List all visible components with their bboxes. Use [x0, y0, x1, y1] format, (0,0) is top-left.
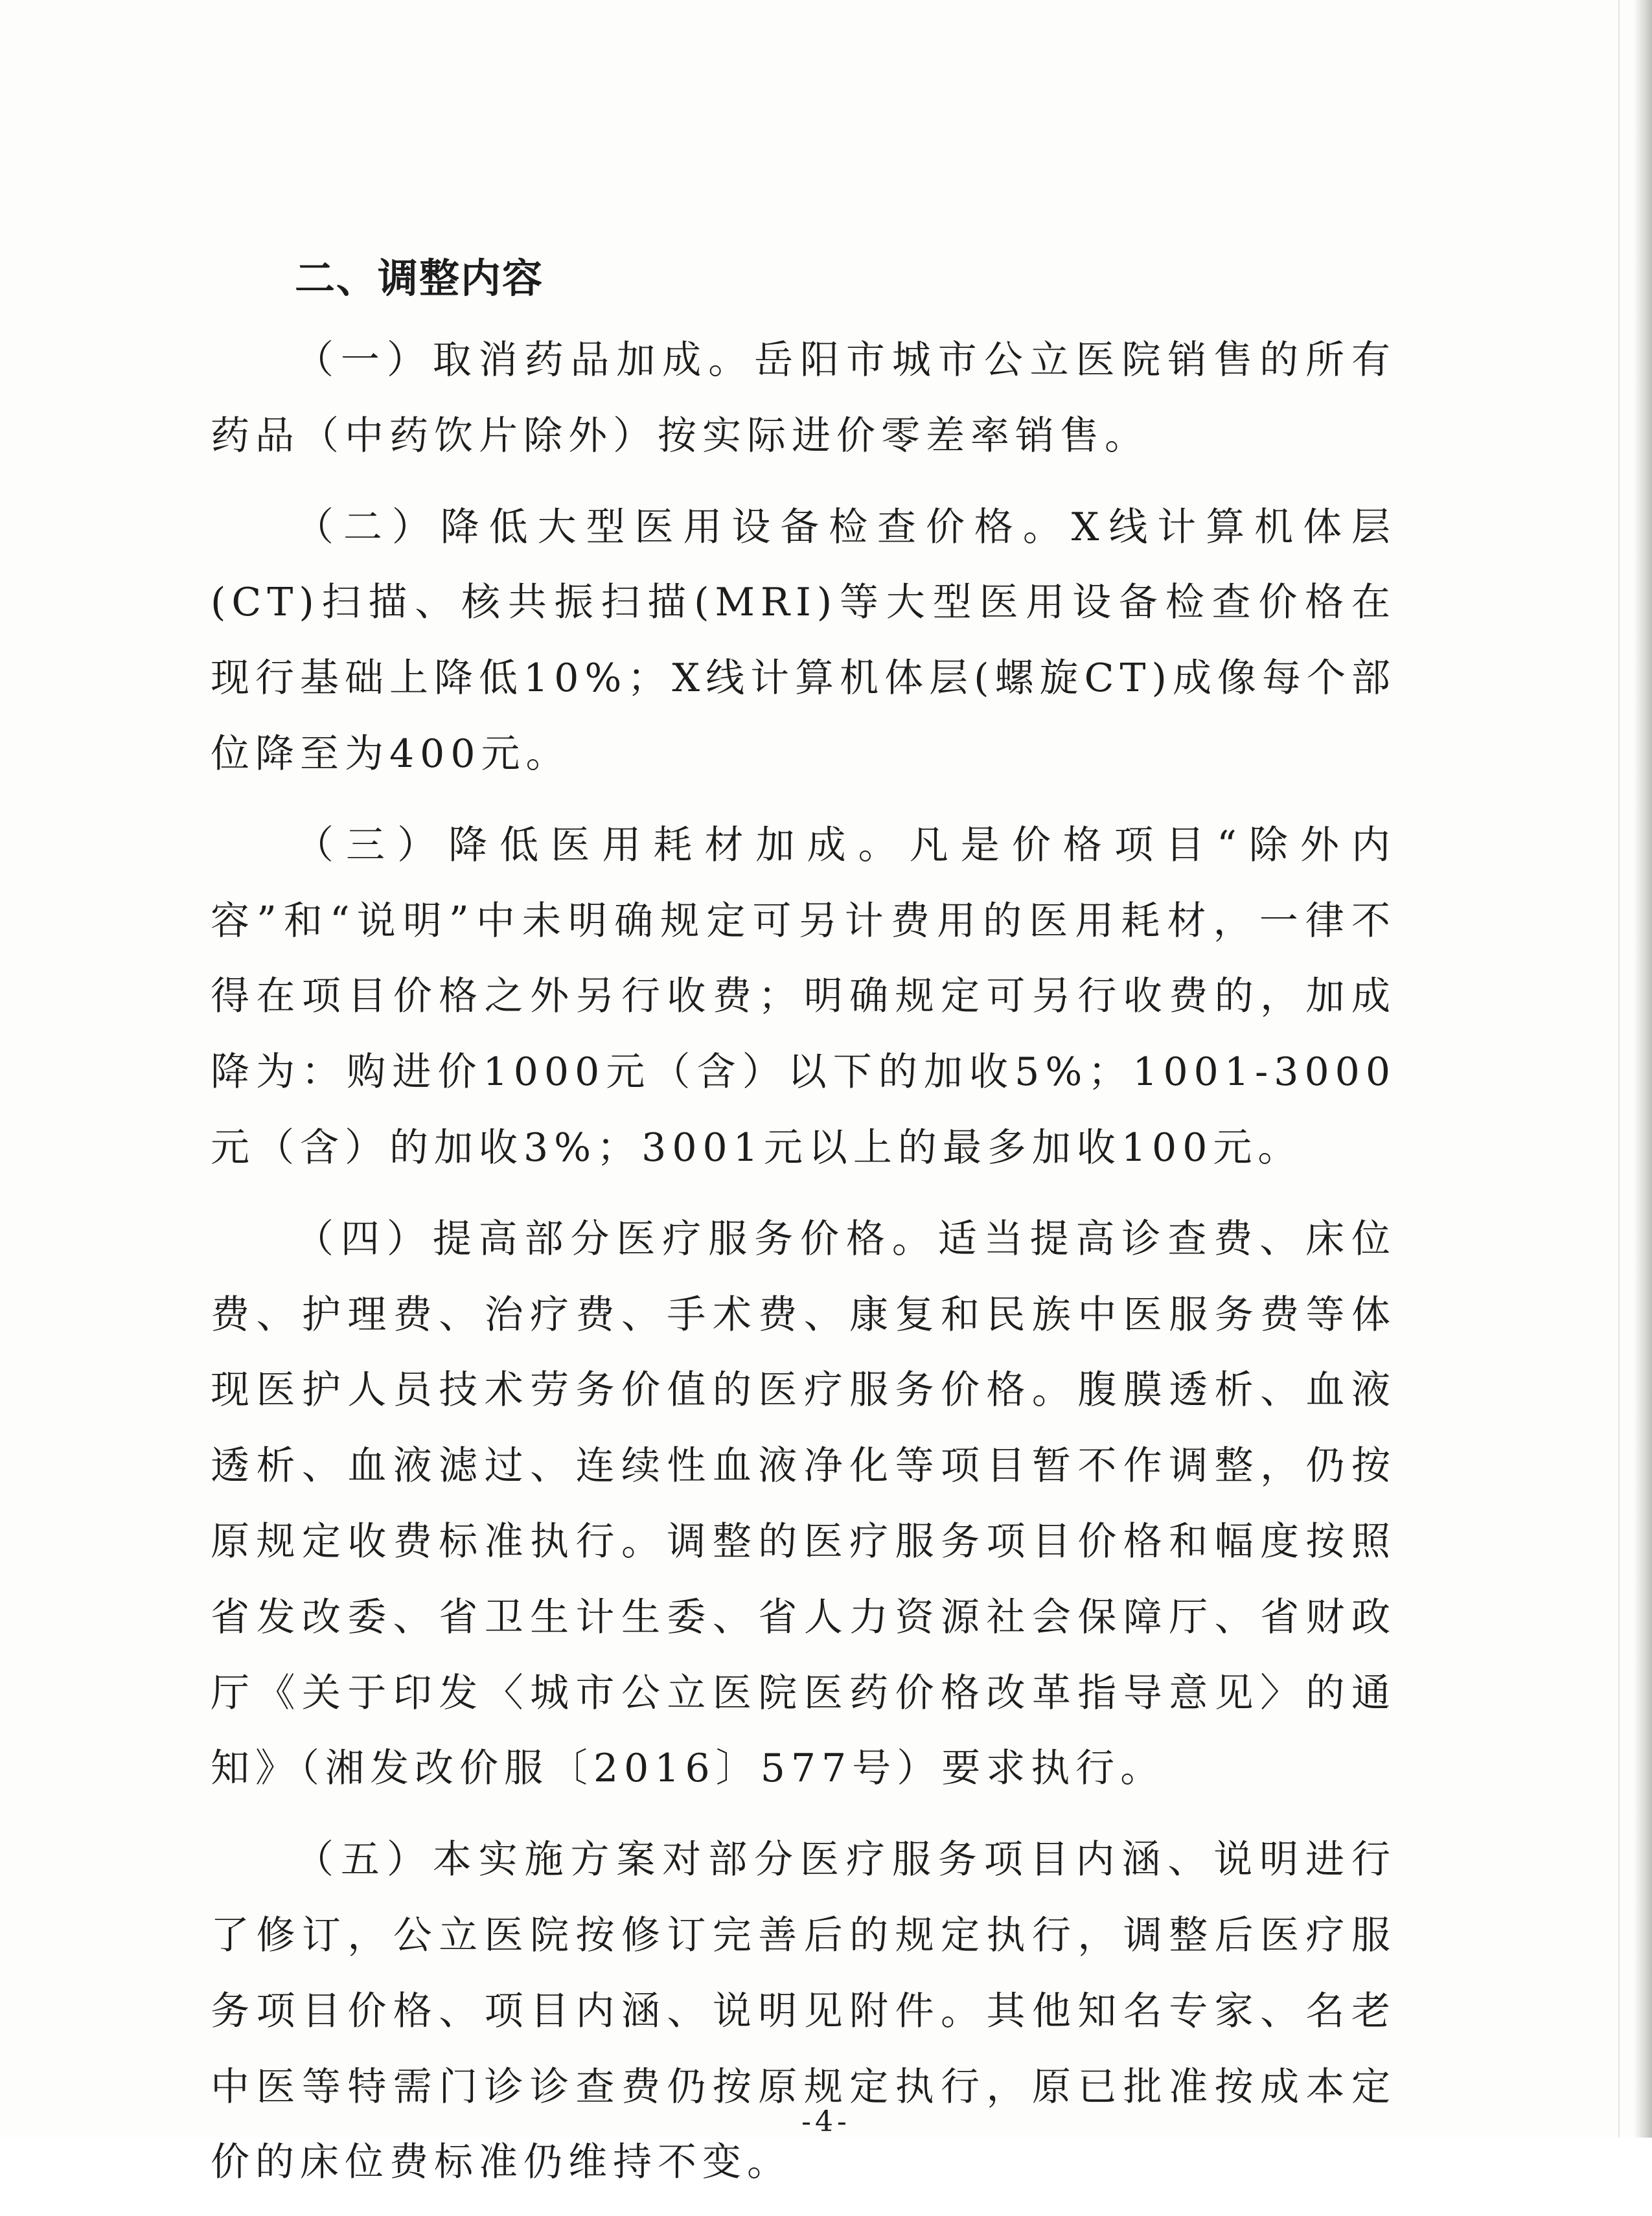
scan-edge-shadow — [1634, 0, 1652, 2138]
paragraph-5: （五）本实施方案对部分医疗服务项目内涵、说明进行了修订，公立医院按修订完善后的规定执行，调整后医疗服务项目价格、项目内涵、说明见附件。其他知名专家、名老中医等特需门诊诊查费仍按原规定执行，原已批准按成本定价的床位费标准仍维持不变。 — [211, 1837, 1396, 2186]
section-heading: 二、调整内容 — [295, 255, 544, 302]
document-body — [211, 240, 1396, 2216]
paragraph-1: （一）取消药品加成。岳阳市城市公立医院销售的所有药品（中药饮片除外）按实际进价零差率销售。 — [211, 337, 1396, 459]
paragraph-2: （二）降低大型医用设备检查价格。X线计算机体层(CT)扫描、核共振扫描(MRI)等大型医用设备检查价格在现行基础上降低10%；X线计算机体层(螺旋CT)成像每个部位降至为400元。 — [211, 504, 1396, 777]
paragraph-3: （三）降低医用耗材加成。凡是价格项目“除外内容”和“说明”中未明确规定可另计费用的医用耗材，一律不得在项目价格之外另行收费；明确规定可另行收费的，加成降为：购进价1000元（含）以下的加收5%；1001-3000元（含）的加收3%；3001元以上的最多加收100元。 — [211, 822, 1396, 1171]
paragraph-4: （四）提高部分医疗服务价格。适当提高诊查费、床位费、护理费、治疗费、手术费、康复和民族中医服务费等体现医护人员技术劳务价值的医疗服务价格。腹膜透析、血液透析、血液滤过、连续性血液净化等项目暂不作调整，仍按原规定收费标准执行。调整的医疗服务项目价格和幅度按照省发改委、省卫生计生委、省人力资源社会保障厅、省财政厅《关于印发〈城市公立医院医药价格改革指导意见〉的通知》（湘发改价服〔2016〕577号）要求执行。 — [211, 1216, 1396, 1792]
scan-edge-line — [1618, 0, 1620, 2138]
page-number: -4- — [801, 2105, 851, 2138]
